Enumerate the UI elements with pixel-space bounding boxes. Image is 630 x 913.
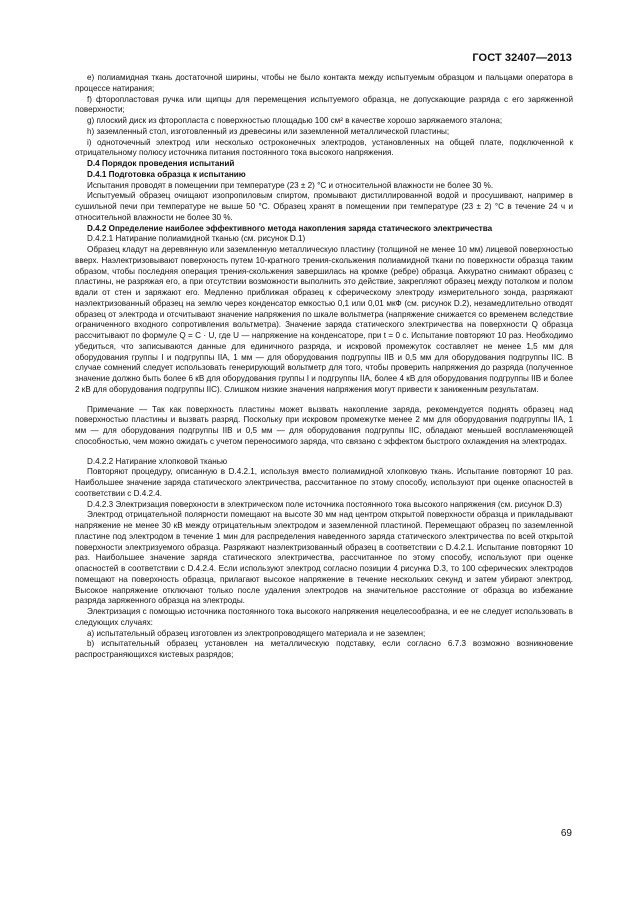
document-body: [75, 73, 573, 661]
paragraph: Испытуемый образец очищают изопропиловым спиртом, промывают дистиллированной водой и просушивают, например в сушильной печи при температуре не выше 50 °C. Образец хранят в помещении при температуре (23 ± 2) °C в течение 24 ч и относительной влажности не более 30 %.: [75, 191, 573, 222]
paragraph: Электризация с помощью источника постоянного тока высокого напряжения нецелесообразна, и ее не следует использовать в следующих случаях:: [75, 607, 573, 627]
paragraph: Образец кладут на деревянную или заземленную металлическую пластину (толщиной не менее 10 мм) лицевой поверхностью вверх. Наэлектризовывают поверхность путем 10-кратного трения-скольжения полиамидной ткани по поверхности образца таким образом, чтобы последняя операция трения-скольжения завершилась на кромке (ребре) образца. Аккуратно снимают образец с пластины, не разряжая его, а при отсутствии возможности выполнить это действие, закрепляют образец между потолком и полом вдали от стен и заряжают его. Медленно приближая образец к сферическому электроду измерительного зонда, разряжают наэлектризованный образец на землю через конденсатор емкостью 0,1 или 0,01 мкФ (см. рисунок D.2), незамедлительно отводят образец от электрода и отсчитывают значение напряжения по шкале вольтметра (напряжение снижается со временем вследствие ограниченного входного сопротивления вольтметра). Значение заряда статического электричества на поверхности Q образца рассчитывают по формуле Q = C · U, где U — напряжение на конденсаторе, при t = 0 с. Испытание повторяют 10 раз. Необходимо убедиться, что записываются данные для единичного разряда, и искровой промежуток составляет не менее 1,5 мм для оборудования группы I и подгруппы IIA, 1 мм — для оборудования подгруппы IIB и 0,5 мм для оборудования подгруппы IIC. В случае сомнений следует использовать генерирующий вольтметр для того, чтобы проверить напряжения до разряда (полученное значение должно быть более 6 кВ для оборудования группы I и подгруппы IIA, более 4 кВ для оборудования подгруппы IIB и более 2 кВ для оборудования подгруппы IIC). Слишком низкие значения напряжения могут привести к заниженным результатам.: [75, 245, 573, 394]
paragraph: Повторяют процедуру, описанную в D.4.2.1, используя вместо полиамидной хлопковую ткань. Испытание повторяют 10 раз. Наибольшее значение заряда статического электричества, рассчитанное по этому способу, используют при оценке опасностей в соответствии с D.4.2.4.: [75, 467, 573, 498]
list-item-a: a) испытательный образец изготовлен из электропроводящего материала и не заземлен;: [87, 628, 426, 638]
note-paragraph: Примечание — Так как поверхность пластины может вызвать накопление заряда, рекомендуется поднять образец над поверхностью пластины и вызвать разряд. Поскольку при искровом промежутке менее 2 мм для оборудования подгруппы IIA, 1 мм — для оборудования подгруппы IIB и 0,5 мм — для оборудования подгруппы IIC, обладают меньшей воспламеняющей способностью, чем можно ожидать с учетом переносимого заряда, что связано с эффектом быстрого охлаждения на электродах.: [75, 404, 573, 446]
list-item-b: b) испытательный образец установлен на металлическую подставку, если согласно 6.7.3 возможно возникновение распространяющихся кистевых разрядов;: [75, 639, 573, 659]
list-item-f: f) фторопластовая ручка или щипцы для перемещения испытуемого образца, не допускающие разряда с его заряженной поверхности;: [75, 94, 573, 115]
list-item-i: i) одноточечный электрод или несколько остроконечных электродов, установленных на общей плате, подключенной к отрицательному полюсу источника питания постоянного тока высокого напряжения.: [75, 137, 573, 158]
subsection-heading-d421: D.4.2.1 Натирание полиамидной тканью (см. рисунок D.1): [87, 234, 306, 244]
standard-header: ГОСТ 32407—2013: [472, 52, 572, 64]
section-heading-d41: D.4.1 Подготовка образца к испытанию: [87, 169, 246, 179]
subsection-heading-d422: D.4.2.2 Натирание хлопковой тканью: [87, 456, 228, 466]
section-heading-d42: D.4.2 Определение наиболее эффективного метода накопления заряда статического электричества: [87, 223, 493, 233]
list-item-e: e) полиамидная ткань достаточной ширины, чтобы не было контакта между испытуемым образцом и пальцами оператора в процессе натирания;: [75, 73, 573, 93]
paragraph: Испытания проводят в помещении при температуре (23 ± 2) °C и относительной влажности не более 30 %.: [87, 180, 494, 190]
list-item-h: h) заземленный стол, изготовленный из древесины или заземленной металлической пластины;: [87, 126, 450, 136]
list-item-g: g) плоский диск из фторопласта с поверхностью площадью 100 см² в качестве хорошо заряжаемого эталона;: [87, 116, 503, 125]
subsection-heading-d423: D.4.2.3 Электризация поверхности в электрическом поле источника постоянного тока высокого напряжения (см. рисунок D.3): [87, 499, 563, 509]
paragraph: Электрод отрицательной полярности помещают на высоте 30 мм над центром открытой поверхности образца и прикладывают напряжение не менее 30 кВ между отрицательным электродом и заземленной пластиной. Перемещают образец по заземленной пластине под электродом в течение 1 мин для распределения наведенного заряда статического электричества по всей открытой поверхности электризуемого образца. Разряжают наэлектризованный образец в соответствии с D.4.2.1. Испытание повторяют 10 раз. Наибольшее значение заряда статического электричества, рассчитанное по этому способу, используют при оценке опасностей в соответствии с D.4.2.4. Если используют электрод согласно позиции 4 рисунка D.3, то 100 сферических электродов помещают на поверхность образца, прилагают высокое напряжение в течение нескольких секунд и затем убирают электрод. Высокое напряжение отключают только после удаления электродов на значительное расстояние от образца во избежание разряда заряженного образца на электроды.: [75, 510, 573, 606]
page-number: 69: [560, 828, 572, 839]
section-heading-d4: D.4 Порядок проведения испытаний: [87, 159, 235, 168]
